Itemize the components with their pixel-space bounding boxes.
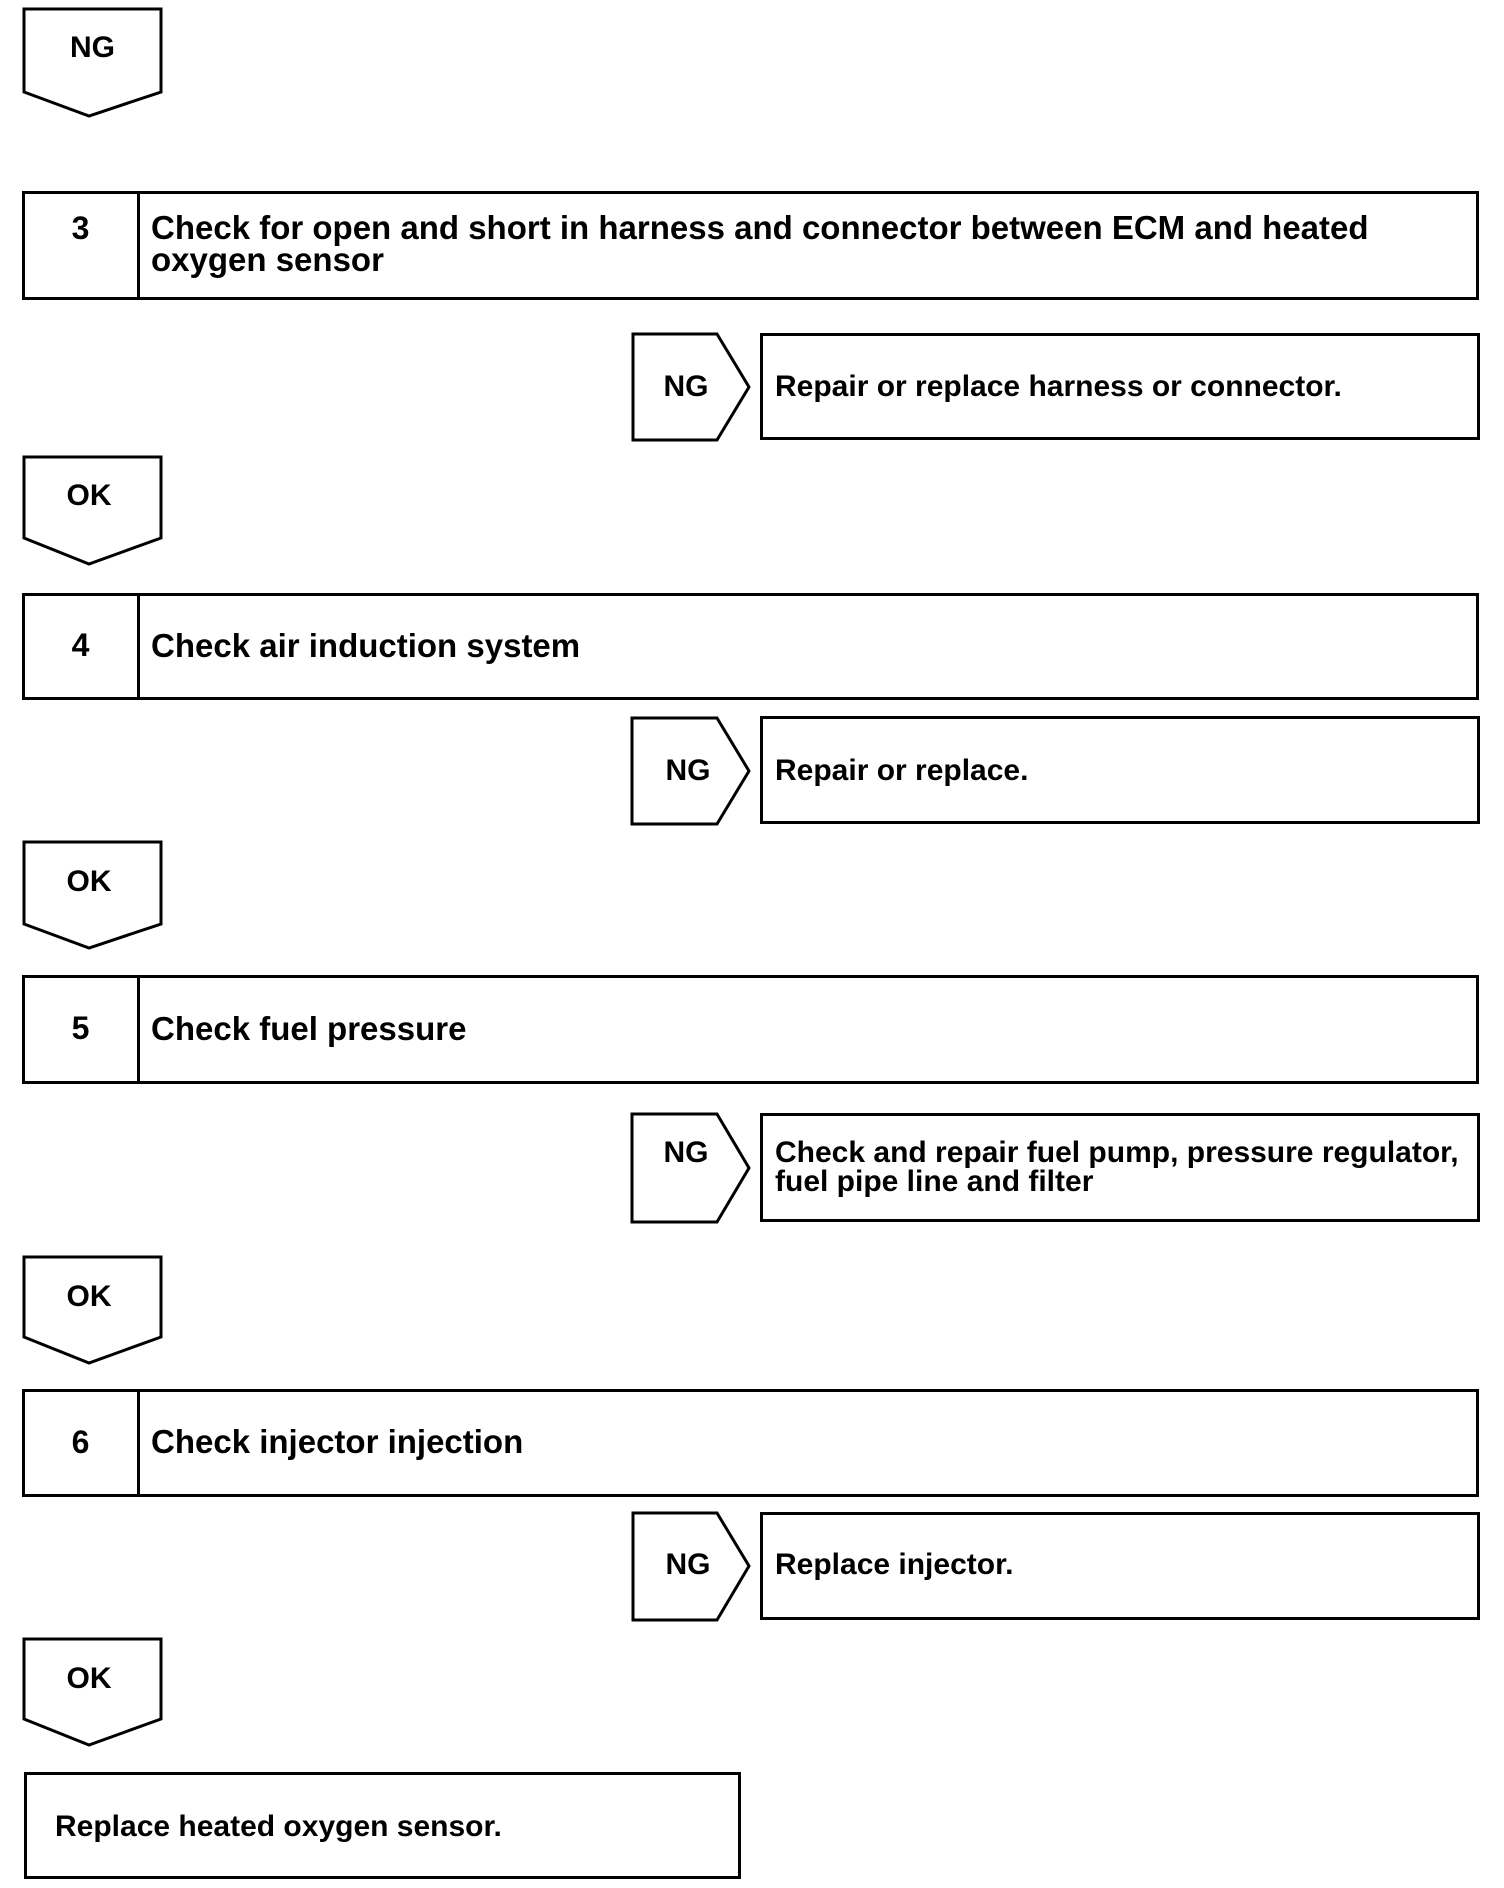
step4-ng-action: Repair or replace.: [775, 754, 1029, 787]
ng-connector-label: NG: [70, 31, 115, 64]
step5-number: 5: [71, 1010, 90, 1046]
step3-title-line2: oxygen sensor: [151, 241, 384, 278]
step4-title: Check air induction system: [151, 627, 581, 664]
step6-number: 6: [71, 1424, 90, 1460]
step3-title-line1: Check for open and short in harness and connector between ECM and heated: [151, 209, 1369, 246]
step5-title: Check fuel pressure: [151, 1010, 467, 1047]
step3-ng-label: NG: [663, 370, 709, 403]
step6-title: Check injector injection: [151, 1423, 524, 1460]
step6-ng-label: NG: [665, 1548, 711, 1581]
step5-ng-label: NG: [663, 1136, 709, 1169]
final-action-label: Replace heated oxygen sensor.: [55, 1810, 502, 1843]
step4-ok-label: OK: [66, 865, 112, 898]
step3-ok-label: OK: [66, 479, 112, 512]
step5-ng-action-line1: Check and repair fuel pump, pressure regulator,: [775, 1136, 1459, 1169]
step4-ng-label: NG: [665, 754, 711, 787]
step6-ok-label: OK: [66, 1662, 112, 1695]
step3-ng-action: Repair or replace harness or connector.: [775, 370, 1342, 403]
step5-ok-label: OK: [66, 1280, 112, 1313]
step3-number: 3: [71, 210, 90, 246]
step5-ng-action-line2: fuel pipe line and filter: [775, 1165, 1094, 1198]
step4-number: 4: [71, 627, 90, 663]
step6-ng-action: Replace injector.: [775, 1548, 1014, 1581]
